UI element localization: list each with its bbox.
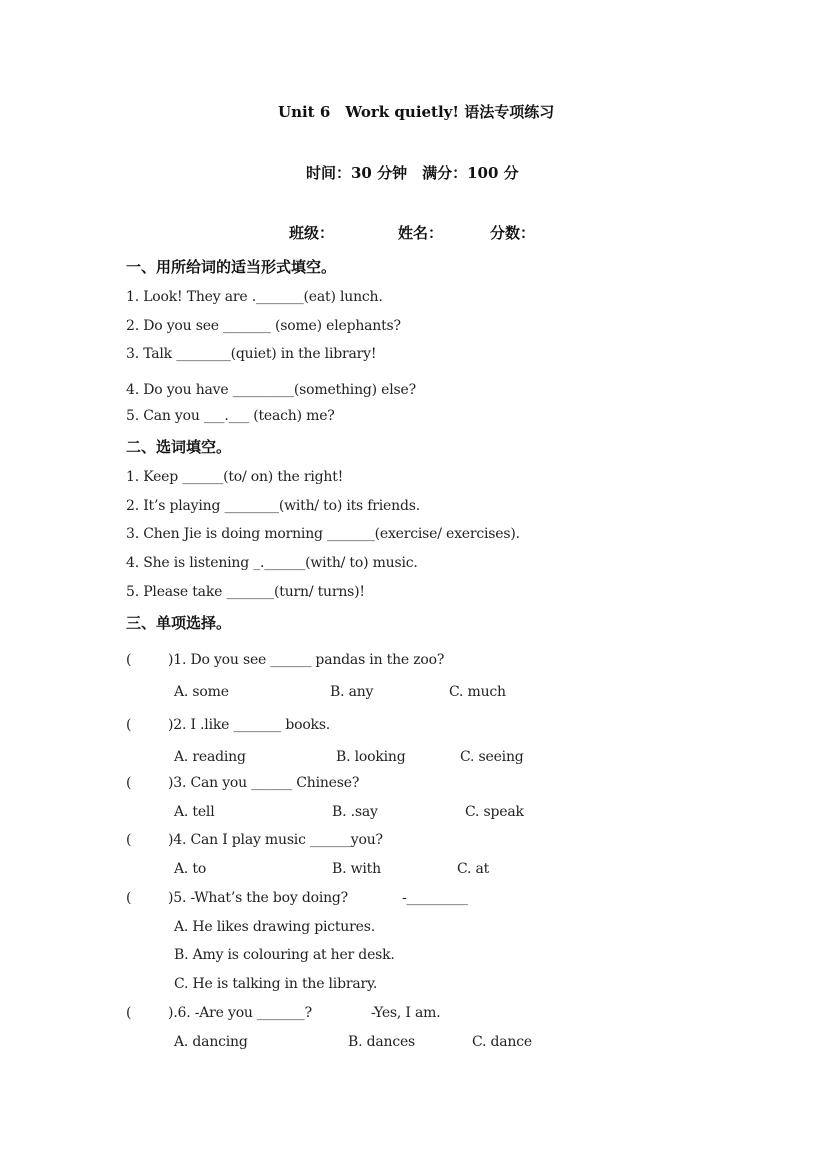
mc-1-option-b: B. any bbox=[330, 684, 374, 700]
class-label: 班级： bbox=[289, 224, 335, 242]
s2-question-2: 2. It’s playing ________(with/ to) its friends. bbox=[126, 498, 420, 514]
s1-question-5: 5. Can you ___.___ (teach) me? bbox=[126, 408, 335, 424]
mc-5-option-c: C. He is talking in the library. bbox=[174, 976, 378, 992]
s1-question-4: 4. Do you have _________(something) else? bbox=[126, 382, 416, 398]
s1-question-2: 2. Do you see _______ (some) elephants? bbox=[126, 318, 401, 334]
mc-3-option-a: A. tell bbox=[174, 804, 215, 820]
mc-3-option-b: B. .say bbox=[332, 804, 378, 820]
section-3-heading: 三、单项选择。 bbox=[126, 614, 232, 632]
s2-question-3: 3. Chen Jie is doing morning _______(exercise/ exercises). bbox=[126, 526, 520, 542]
mc-2-option-c: C. seeing bbox=[460, 749, 524, 765]
section-1-heading: 一、用所给词的适当形式填空。 bbox=[126, 258, 337, 276]
s2-question-5: 5. Please take _______(turn/ turns)! bbox=[126, 584, 365, 600]
mc-4-option-c: C. at bbox=[457, 861, 490, 877]
mc-4-option-a: A. to bbox=[174, 861, 207, 877]
s1-question-3: 3. Talk ________(quiet) in the library! bbox=[126, 346, 377, 362]
mc-2-option-b: B. looking bbox=[336, 749, 406, 765]
mc-6-option-c: C. dance bbox=[472, 1034, 532, 1050]
s1-question-1: 1. Look! They are ._______(eat) lunch. bbox=[126, 289, 383, 305]
s2-question-1: 1. Keep ______(to/ on) the right! bbox=[126, 469, 344, 485]
name-label: 姓名： bbox=[398, 224, 444, 242]
mc-2-question: )2. I .like _______ books. bbox=[168, 717, 331, 733]
mc-6-answer: -Yes, I am. bbox=[371, 1005, 441, 1021]
mc-1-question: )1. Do you see ______ pandas in the zoo? bbox=[168, 652, 445, 668]
mc-1-option-c: C. much bbox=[449, 684, 506, 700]
mc-6-option-b: B. dances bbox=[348, 1034, 416, 1050]
mc-3-question: )3. Can you ______ Chinese? bbox=[168, 775, 360, 791]
mc-3-option-c: C. speak bbox=[465, 804, 524, 820]
mc-1-paren: ( bbox=[126, 652, 132, 668]
mc-1-option-a: A. some bbox=[174, 684, 229, 700]
page-title: Unit 6 Work quietly! 语法专项练习 bbox=[278, 103, 555, 121]
mc-5-question: )5. -What’s the boy doing? bbox=[168, 890, 348, 906]
score-label: 分数： bbox=[490, 224, 536, 242]
s2-question-4: 4. She is listening _.______(with/ to) music. bbox=[126, 555, 418, 571]
mc-6-question: ).6. -Are you _______? bbox=[168, 1005, 312, 1021]
mc-2-paren: ( bbox=[126, 717, 132, 733]
mc-6-paren: ( bbox=[126, 1005, 132, 1021]
mc-4-question: )4. Can I play music ______you? bbox=[168, 832, 383, 848]
mc-4-option-b: B. with bbox=[332, 861, 381, 877]
mc-3-paren: ( bbox=[126, 775, 132, 791]
mc-5-answer-blank: -_________ bbox=[402, 890, 468, 906]
mc-4-paren: ( bbox=[126, 832, 132, 848]
mc-2-option-a: A. reading bbox=[174, 749, 246, 765]
mc-5-paren: ( bbox=[126, 890, 132, 906]
mc-6-option-a: A. dancing bbox=[174, 1034, 248, 1050]
section-2-heading: 二、选词填空。 bbox=[126, 438, 232, 456]
mc-5-option-a: A. He likes drawing pictures. bbox=[174, 919, 375, 935]
mc-5-option-b: B. Amy is colouring at her desk. bbox=[174, 947, 395, 963]
time-score-line: 时间：30 分钟 满分：100 分 bbox=[306, 164, 519, 182]
